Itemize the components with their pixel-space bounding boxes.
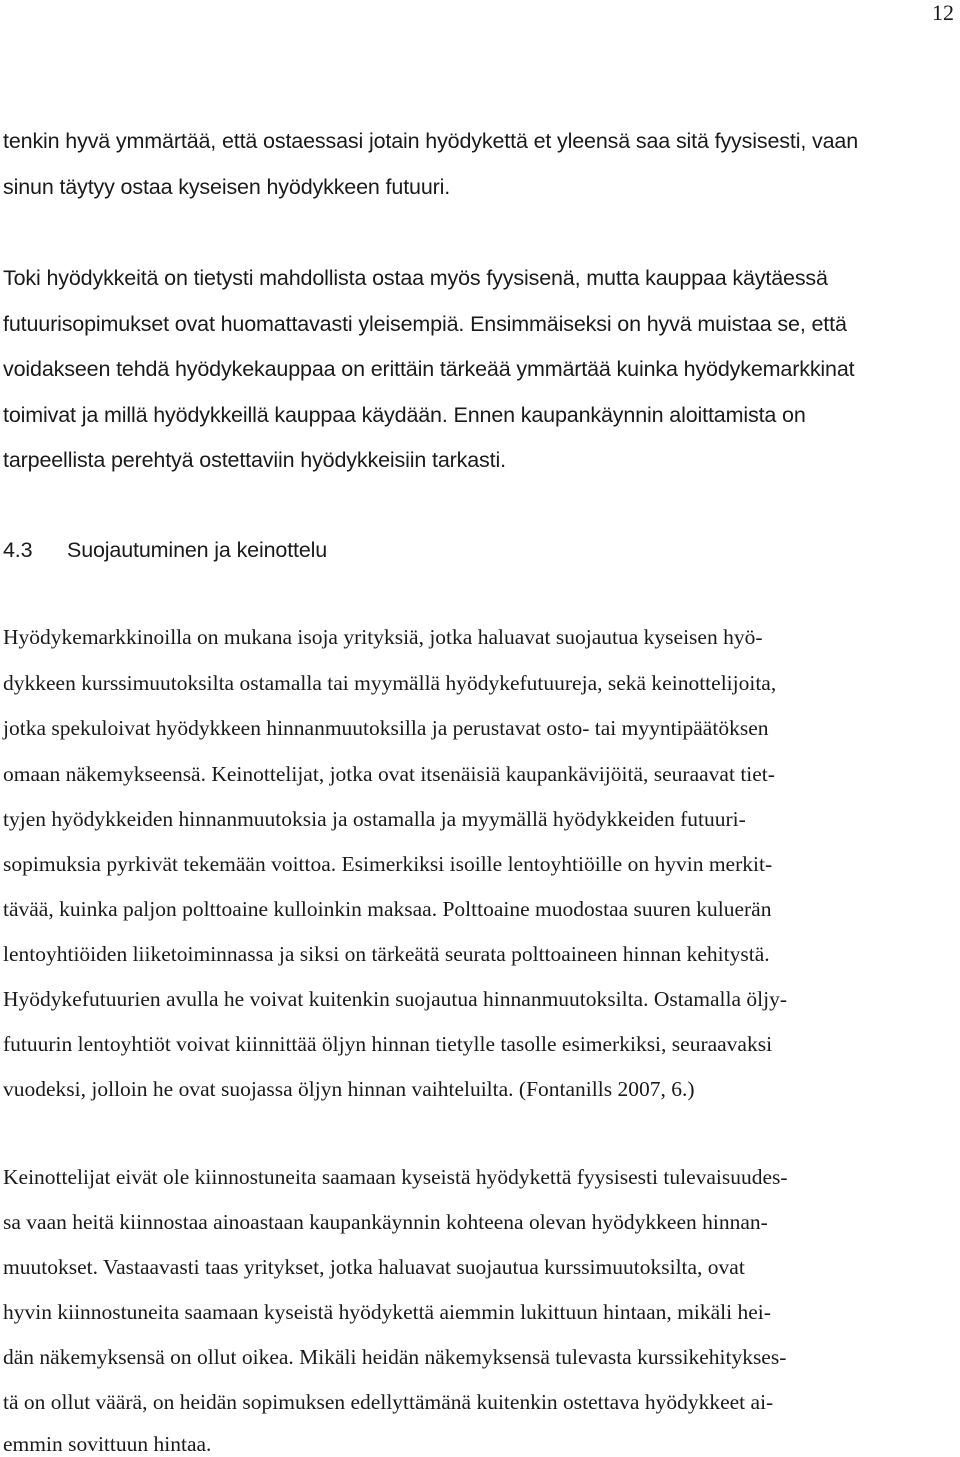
section-heading [3,538,327,563]
text-line: tyjen hyödykkeiden hinnanmuutoksia ja ostamalla ja myymällä hyödykkeiden futuuri- [3,807,746,831]
text-line: dykkeen kurssimuutoksilta ostamalla tai myymällä hyödykefutuureja, sekä keinottelijoita, [3,671,777,695]
text-line: omaan näkemykseensä. Keinottelijat, jotka ovat itsenäisiä kaupankävijöitä, seuraavat tiet- [3,762,775,786]
text-line: emmin sovittuun hintaa. [3,1432,212,1456]
text-line: lentoyhtiöiden liiketoiminnassa ja siksi on tärkeätä seurata polttoaineen hinnan kehitystä. [3,942,770,966]
text-line: Hyödykefutuurien avulla he voivat kuitenkin suojautua hinnanmuutoksilta. Ostamalla öljy- [3,987,787,1011]
text-line: tävää, kuinka paljon polttoaine kulloinkin maksaa. Polttoaine muodostaa suuren kuluerän [3,897,772,921]
text-line: sa vaan heitä kiinnostaa ainoastaan kaupankäynnin kohteena olevan hyödykkeen hinnan- [3,1210,768,1234]
text-line: Toki hyödykkeitä on tietysti mahdollista ostaa myös fyysisenä, mutta kauppaa käytäessä [3,266,828,290]
section-number: 4.3 [3,538,33,562]
text-line: sopimuksia pyrkivät tekemään voittoa. Esimerkiksi isoille lentoyhtiöille on hyvin merkit- [3,852,773,876]
text-line: vuodeksi, jolloin he ovat suojassa öljyn hinnan vaihteluilta. (Fontanills 2007, 6.) [3,1077,695,1101]
page-number: 12 [932,0,954,25]
text-line: dän näkemyksensä on ollut oikea. Mikäli heidän näkemyksensä tulevasta kurssikehitykses- [3,1345,787,1369]
text-line: sinun täytyy ostaa kyseisen hyödykkeen futuuri. [3,175,451,199]
text-line: tä on ollut väärä, on heidän sopimuksen edellyttämänä kuitenkin ostettava hyödykkeet ai- [3,1390,774,1414]
section-title: Suojautuminen ja keinottelu [67,538,328,562]
text-line: voidakseen tehdä hyödykekauppaa on erittäin tärkeää ymmärtää kuinka hyödykemarkkinat [3,357,855,381]
text-line: Hyödykemarkkinoilla on mukana isoja yrityksiä, jotka haluavat suojautua kyseisen hyö- [3,625,763,649]
text-line: hyvin kiinnostuneita saamaan kyseistä hyödykettä aiemmin lukittuun hintaan, mikäli hei- [3,1300,771,1324]
text-line: jotka spekuloivat hyödykkeen hinnanmuutoksilla ja perustavat osto- tai myyntipäätöksen [3,716,769,740]
text-line: futuurin lentoyhtiöt voivat kiinnittää öljyn hinnan tietylle tasolle esimerkiksi, seuraavaksi [3,1032,773,1056]
text-line: muutokset. Vastaavasti taas yritykset, jotka haluavat suojautua kurssimuutoksilta, ovat [3,1255,745,1279]
text-line: Keinottelijat eivät ole kiinnostuneita saamaan kyseistä hyödykettä fyysisesti tulevaisuudes- [3,1165,788,1189]
text-line: tenkin hyvä ymmärtää, että ostaessasi jotain hyödykettä et yleensä saa sitä fyysisesti, vaan [3,129,858,153]
text-line: futuurisopimukset ovat huomattavasti yleisempiä. Ensimmäiseksi on hyvä muistaa se, että [3,312,847,336]
text-line: toimivat ja millä hyödykkeillä kauppaa käydään. Ennen kaupankäynnin aloittamista on [3,403,806,427]
text-line: tarpeellista perehtyä ostettaviin hyödykkeisiin tarkasti. [3,448,506,472]
